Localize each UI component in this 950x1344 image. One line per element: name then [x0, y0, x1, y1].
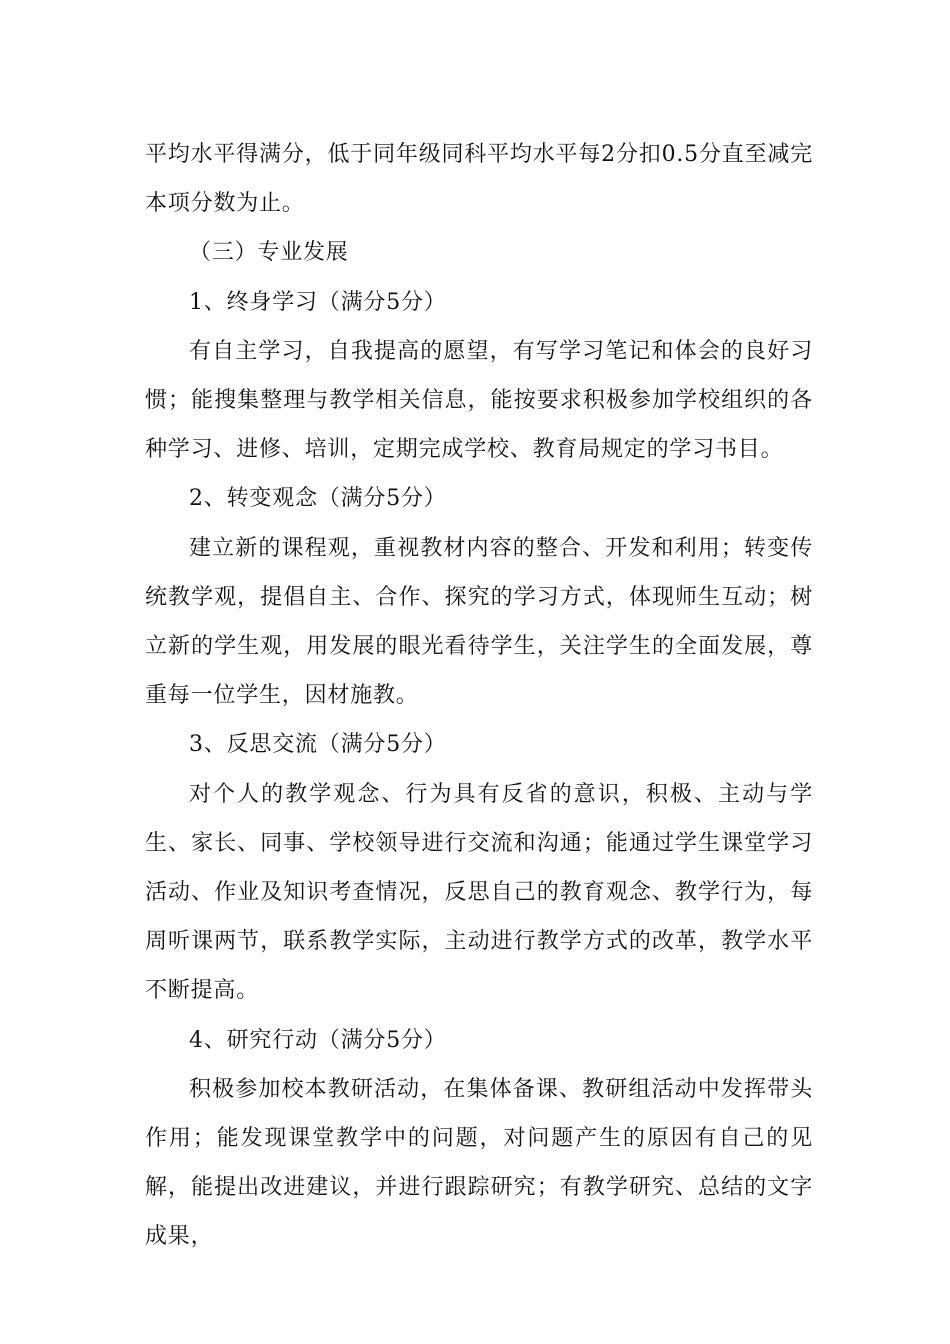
item-heading-change-concepts: 2、转变观念（满分5分） — [189, 486, 447, 512]
paragraph-reflection-exchange: 对个人的教学观念、行为具有反省的意识，积极、主动与学生、家长、同事、学校领导进行交流和沟通；能通过学生课堂学习活动、作业及知识考查情况，反思自己的教育观念、教学行为，每周听课两节，联系教学实际，主动进行教学方式的改革，教学水平不断提高。 — [145, 781, 813, 1004]
paragraph-lifelong-learning: 有自主学习，自我提高的愿望，有写学习笔记和体会的良好习惯；能搜集整理与教学相关信息，能按要求积极参加学校组织的各种学习、进修、培训，定期完成学校、教育局规定的学习书目。 — [145, 338, 813, 463]
paragraph-research-action: 积极参加校本教研活动，在集体备课、教研组活动中发挥带头作用；能发现课堂教学中的问题，对问题产生的原因有自己的见解，能提出改进建议，并进行跟踪研究；有教学研究、总结的文字成果， — [145, 1076, 813, 1250]
section-heading-professional-development: （三）专业发展 — [189, 240, 349, 266]
document-body — [145, 130, 813, 1262]
item-heading-reflection-exchange: 3、反思交流（满分5分） — [189, 732, 447, 758]
item-heading-lifelong-learning: 1、终身学习（满分5分） — [189, 289, 447, 315]
paragraph-change-concepts: 建立新的课程观，重视教材内容的整合、开发和利用；转变传统教学观，提倡自主、合作、探究的学习方式，体现师生互动；树立新的学生观，用发展的眼光看待学生，关注学生的全面发展，尊重每一位学生，因材施教。 — [145, 535, 813, 709]
paragraph-score-rule: 平均水平得满分，低于同年级同科平均水平每2分扣0.5分直至减完本项分数为止。 — [145, 142, 813, 217]
item-heading-research-action: 4、研究行动（满分5分） — [189, 1027, 447, 1053]
